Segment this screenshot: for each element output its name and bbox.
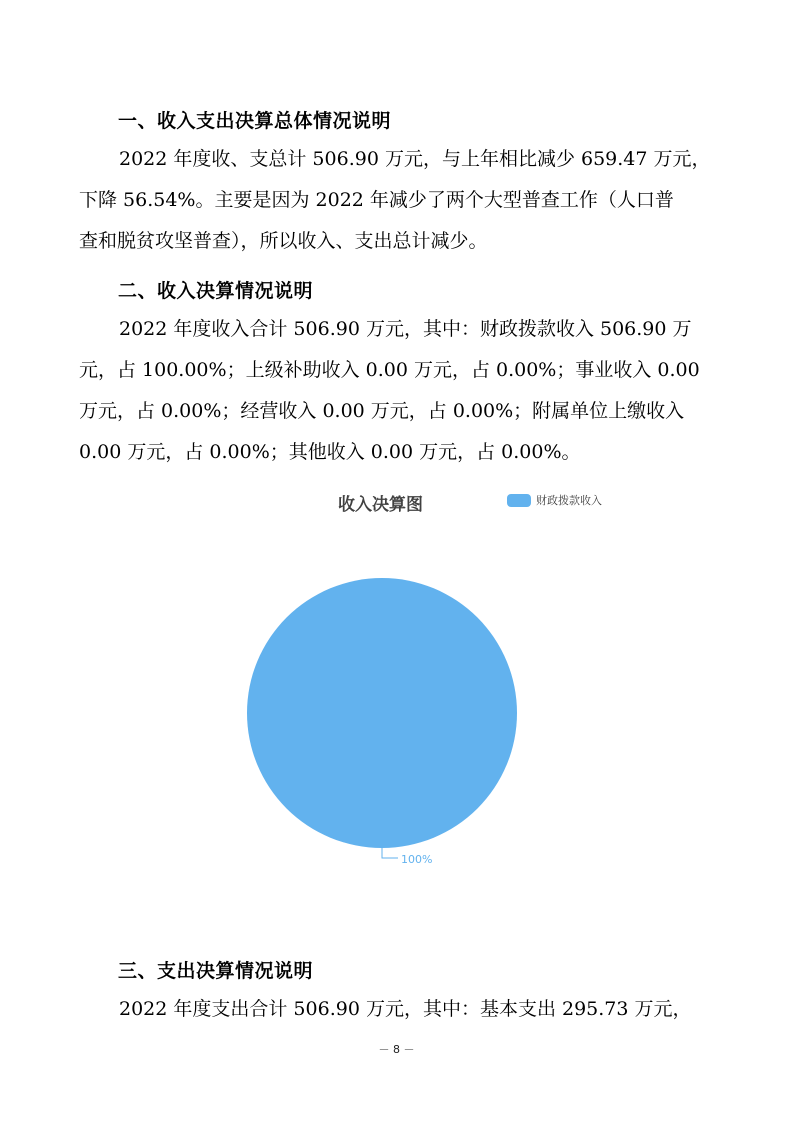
paragraph-line: 下降 56.54%。主要是因为 2022 年减少了两个大型普查工作（人口普 bbox=[79, 189, 674, 211]
paragraph-line: 2022 年度收、支总计 506.90 万元，与上年相比减少 659.47 万元， bbox=[119, 148, 711, 170]
pie-slice bbox=[247, 578, 517, 848]
section-heading-expenditure: 三、支出决算情况说明 bbox=[118, 960, 314, 982]
section-heading-overview: 一、收入支出决算总体情况说明 bbox=[118, 110, 392, 132]
paragraph-line: 0.00 万元，占 0.00%；其他收入 0.00 万元，占 0.00%。 bbox=[79, 441, 581, 463]
paragraph-line: 2022 年度收入合计 506.90 万元，其中：财政拨款收入 506.90 万 bbox=[119, 318, 692, 340]
paragraph-expenditure bbox=[79, 989, 719, 1030]
legend-label: 财政拨款收入 bbox=[536, 494, 602, 507]
section-heading-income: 二、收入决算情况说明 bbox=[118, 280, 314, 302]
pie-svg bbox=[230, 482, 650, 892]
page-number: － 8 － bbox=[378, 1043, 415, 1056]
paragraph-line: 查和脱贫攻坚普查），所以收入、支出总计减少。 bbox=[79, 230, 488, 252]
paragraph-overview bbox=[79, 139, 719, 262]
paragraph-line: 元，占 100.00%；上级补助收入 0.00 万元，占 0.00%；事业收入 0.00 bbox=[79, 359, 700, 381]
data-label-leader bbox=[382, 848, 398, 858]
paragraph-income bbox=[79, 309, 719, 473]
paragraph-line: 万元，占 0.00%；经营收入 0.00 万元，占 0.00%；附属单位上缴收入 bbox=[79, 400, 685, 422]
paragraph-line: 2022 年度支出合计 506.90 万元，其中：基本支出 295.73 万元， bbox=[119, 998, 692, 1020]
data-label: 100% bbox=[401, 853, 433, 866]
income-pie-chart bbox=[230, 482, 650, 892]
chart-title: 收入决算图 bbox=[338, 495, 423, 515]
